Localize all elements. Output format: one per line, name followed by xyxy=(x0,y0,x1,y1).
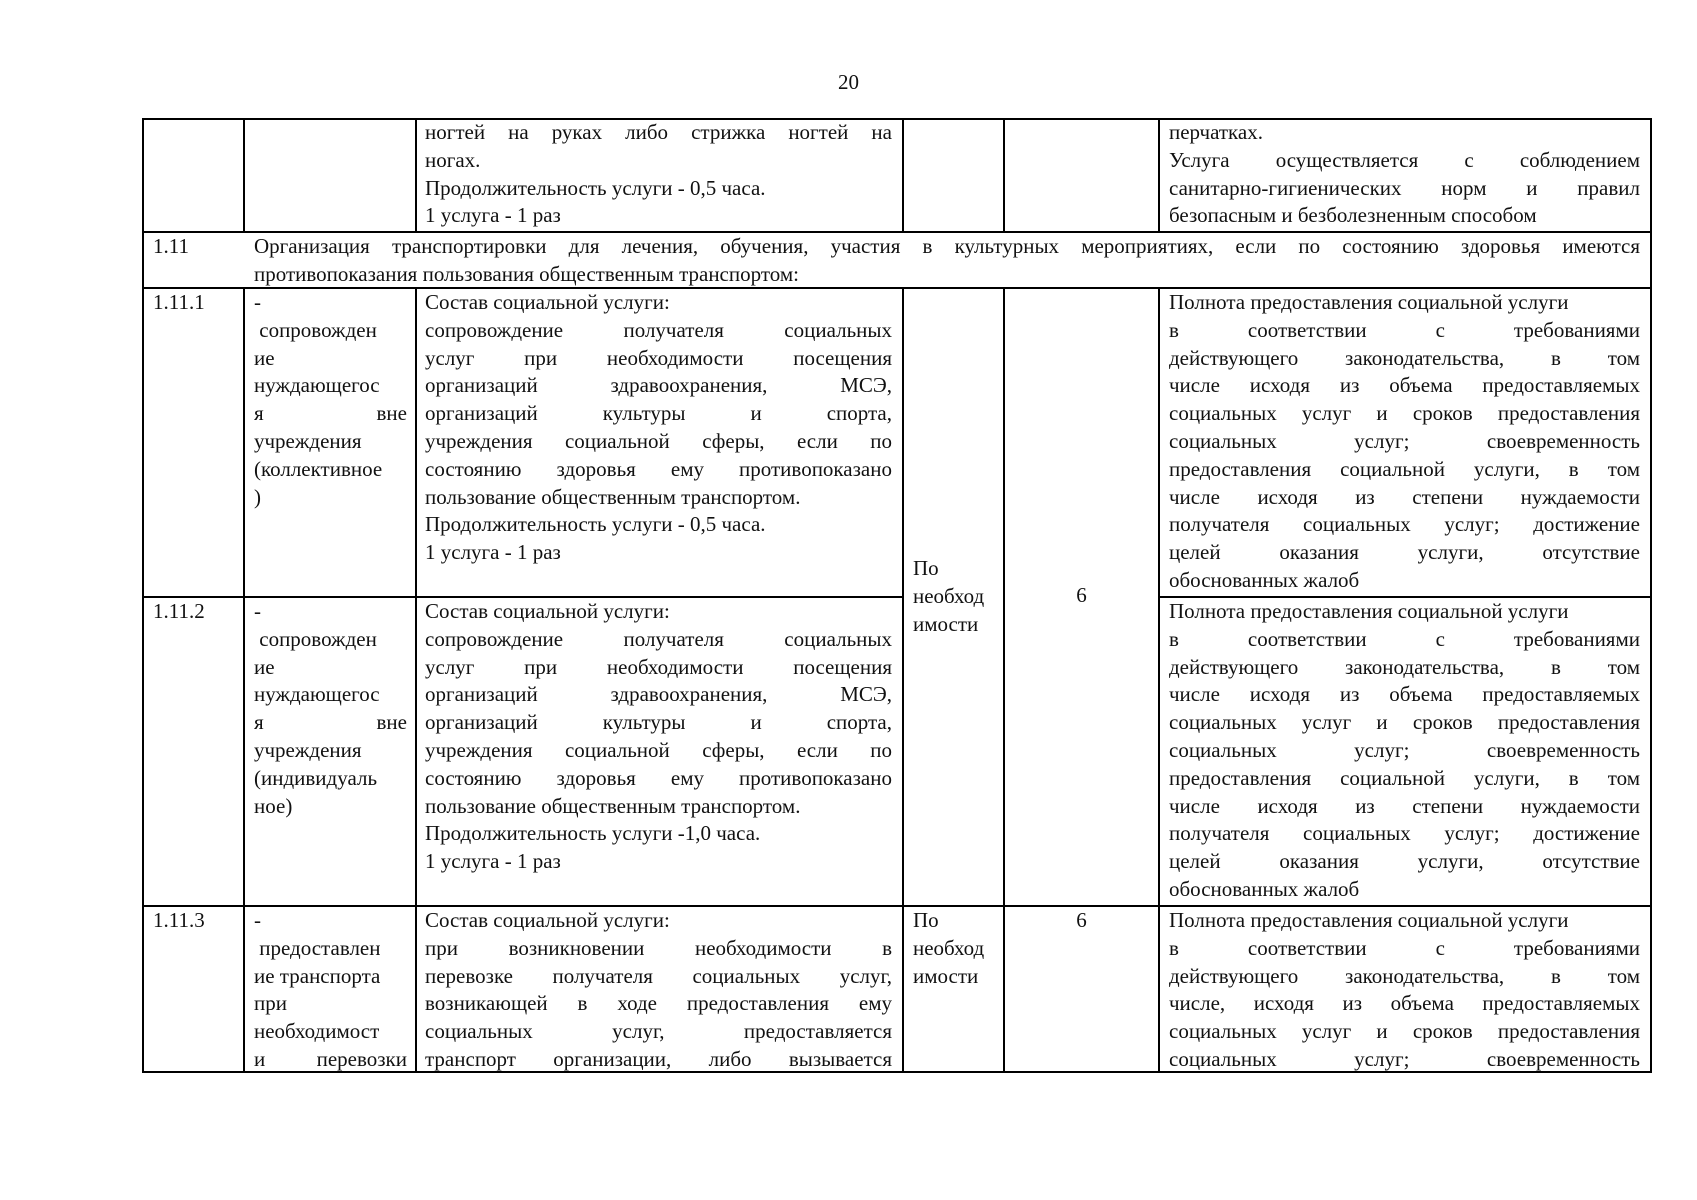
text-line: целей оказания услуги, отсутствие xyxy=(1169,540,1640,565)
volume: 6 xyxy=(1076,583,1087,607)
text-line: ие xyxy=(254,654,275,679)
service-name xyxy=(254,289,407,511)
volume: 6 xyxy=(1076,908,1087,932)
text-line: санитарно-гигиенических норм и правил xyxy=(1169,175,1640,200)
row-number: 1.11.1 xyxy=(153,290,205,314)
text-line: (индивидуаль xyxy=(254,765,378,790)
text-line: в соответствии с требованиями xyxy=(1169,626,1640,651)
column-divider xyxy=(243,118,245,232)
continued-description xyxy=(425,119,892,230)
text-line: 1 услуга - 1 раз xyxy=(425,203,561,228)
text-line: - xyxy=(254,908,261,932)
text-line: По xyxy=(913,556,939,580)
text-line: Состав социальной услуги: xyxy=(425,290,670,314)
text-line: Услуга осуществляется с соблюдением xyxy=(1169,147,1640,172)
text-line: учреждения xyxy=(254,737,362,762)
text-line: организаций здравоохранения, МСЭ, xyxy=(425,373,892,398)
text-line: в соответствии с требованиями xyxy=(1169,317,1640,342)
text-line: ногах. xyxy=(425,147,481,172)
text-line: ногтей на руках либо стрижка ногтей на xyxy=(425,120,892,144)
text-line: учреждения социальной сферы, если по xyxy=(425,737,892,762)
text-line: при возникновении необходимости в xyxy=(425,935,892,960)
text-line: организаций здравоохранения, МСЭ, xyxy=(425,682,892,707)
text-line: имости xyxy=(913,963,979,988)
text-line: организаций культуры и спорта, xyxy=(425,710,892,735)
text-line: необход xyxy=(913,935,985,960)
text-line: имости xyxy=(913,611,979,636)
text-line: учреждения социальной сферы, если по xyxy=(425,428,892,453)
services-table xyxy=(142,118,1652,1073)
text-line: получателя социальных услуг; достижение xyxy=(1169,821,1640,846)
row-number: 1.11.3 xyxy=(153,908,205,932)
text-line: перевозке получателя социальных услуг, xyxy=(425,963,892,988)
page-number: 20 xyxy=(838,70,859,94)
text-line: безопасным и безболезненным способом xyxy=(1169,203,1537,228)
text-line: сопровожден xyxy=(254,317,377,342)
column-divider xyxy=(902,287,904,1073)
quality-criteria xyxy=(1169,598,1640,904)
text-line: транспорт организации, либо вызывается xyxy=(425,1046,892,1071)
text-line: Продолжительность услуги -1,0 часа. xyxy=(425,821,761,846)
text-line: сопровождение получателя социальных xyxy=(425,626,892,651)
quality-criteria xyxy=(1169,907,1640,1071)
text-line: 1 услуга - 1 раз xyxy=(425,540,561,565)
service-name xyxy=(254,907,407,1071)
text-line: социальных услуг и сроков предоставления xyxy=(1169,401,1640,426)
text-line: ие xyxy=(254,345,275,370)
text-line: я вне xyxy=(254,401,407,426)
text-line: социальных услуг; своевременность xyxy=(1169,428,1640,453)
text-line: числе исходя из объема предоставляемых xyxy=(1169,373,1640,398)
text-line: числе исходя из степени нуждаемости xyxy=(1169,793,1640,818)
text-line: числе, исходя из объема предоставляемых xyxy=(1169,991,1640,1016)
column-divider xyxy=(415,287,417,1073)
text-line: - xyxy=(254,290,261,314)
text-line: противопоказания пользования общественным транспортом: xyxy=(254,261,799,286)
text-line: Продолжительность услуги - 0,5 часа. xyxy=(425,512,766,537)
column-divider xyxy=(1003,118,1005,232)
text-line: пользование общественным транспортом. xyxy=(425,484,801,509)
column-divider xyxy=(243,287,245,1073)
text-line: социальных услуг и сроков предоставления xyxy=(1169,1019,1640,1044)
text-line: и перевозки xyxy=(254,1046,407,1071)
text-line: Полнота предоставления социальной услуги xyxy=(1169,599,1569,623)
text-line: возникающей в ходе предоставления ему xyxy=(425,991,892,1016)
column-divider xyxy=(415,118,417,232)
text-line: По xyxy=(913,908,939,932)
column-divider xyxy=(902,118,904,232)
text-line: необходимост xyxy=(254,1019,380,1044)
column-divider xyxy=(1158,118,1160,232)
text-line: сопровожден xyxy=(254,626,377,651)
text-line: услуг при необходимости посещения xyxy=(425,345,892,370)
text-line: числе исходя из объема предоставляемых xyxy=(1169,682,1640,707)
text-line: числе исходя из степени нуждаемости xyxy=(1169,484,1640,509)
table-border-left xyxy=(142,118,144,1073)
frequency xyxy=(913,907,1001,990)
text-line: социальных услуг; своевременность xyxy=(1169,737,1640,762)
text-line: социальных услуг и сроков предоставления xyxy=(1169,710,1640,735)
row-number: 1.11.2 xyxy=(153,599,205,623)
text-line: пользование общественным транспортом. xyxy=(425,793,801,818)
service-description xyxy=(425,907,892,1071)
text-line: Продолжительность услуги - 0,5 часа. xyxy=(425,175,766,200)
text-line: состоянию здоровья ему противопоказано xyxy=(425,765,892,790)
text-line: Полнота предоставления социальной услуги xyxy=(1169,908,1569,932)
text-line: учреждения xyxy=(254,428,362,453)
continued-quality xyxy=(1169,119,1640,230)
text-line: Организация транспортировки для лечения, обучения, участия в культурных мероприятиях, если по состоянию здоровья имеются xyxy=(254,234,1640,258)
table-border-right xyxy=(1650,118,1652,1073)
text-line: при xyxy=(254,991,287,1016)
text-line: предоставления социальной услуги, в том xyxy=(1169,765,1640,790)
text-line: (коллективное xyxy=(254,456,383,481)
text-line: я вне xyxy=(254,710,407,735)
section-title xyxy=(254,233,1640,289)
text-line: социальных услуг; своевременность xyxy=(1169,1046,1640,1071)
text-line: Полнота предоставления социальной услуги xyxy=(1169,290,1569,314)
text-line: необход xyxy=(913,583,985,608)
text-line: ие транспорта xyxy=(254,963,381,988)
text-line: услуг при необходимости посещения xyxy=(425,654,892,679)
text-line: действующего законодательства, в том xyxy=(1169,654,1640,679)
text-line: нуждающегос xyxy=(254,373,380,398)
text-line: состоянию здоровья ему противопоказано xyxy=(425,456,892,481)
text-line: перчатках. xyxy=(1169,120,1264,144)
section-number: 1.11 xyxy=(153,234,189,258)
text-line: получателя социальных услуг; достижение xyxy=(1169,512,1640,537)
text-line: действующего законодательства, в том xyxy=(1169,345,1640,370)
text-line: Состав социальной услуги: xyxy=(425,908,670,932)
text-line: обоснованных жалоб xyxy=(1169,567,1360,592)
text-line: предоставлен xyxy=(254,935,381,960)
column-divider xyxy=(1003,287,1005,1073)
text-line: ное) xyxy=(254,793,293,818)
quality-criteria xyxy=(1169,289,1640,595)
text-line: целей оказания услуги, отсутствие xyxy=(1169,849,1640,874)
table-border-bottom xyxy=(142,1071,1652,1073)
text-line: - xyxy=(254,599,261,623)
text-line: нуждающегос xyxy=(254,682,380,707)
text-line: ) xyxy=(254,484,261,509)
text-line: Состав социальной услуги: xyxy=(425,599,670,623)
text-line: действующего законодательства, в том xyxy=(1169,963,1640,988)
column-divider xyxy=(1158,287,1160,1073)
service-description xyxy=(425,289,892,567)
text-line: организаций культуры и спорта, xyxy=(425,401,892,426)
text-line: в соответствии с требованиями xyxy=(1169,935,1640,960)
service-name xyxy=(254,598,407,820)
text-line: обоснованных жалоб xyxy=(1169,876,1360,901)
text-line: социальных услуг, предоставляется xyxy=(425,1019,892,1044)
service-description xyxy=(425,598,892,876)
text-line: сопровождение получателя социальных xyxy=(425,317,892,342)
frequency xyxy=(913,555,1001,638)
text-line: 1 услуга - 1 раз xyxy=(425,849,561,874)
text-line: предоставления социальной услуги, в том xyxy=(1169,456,1640,481)
